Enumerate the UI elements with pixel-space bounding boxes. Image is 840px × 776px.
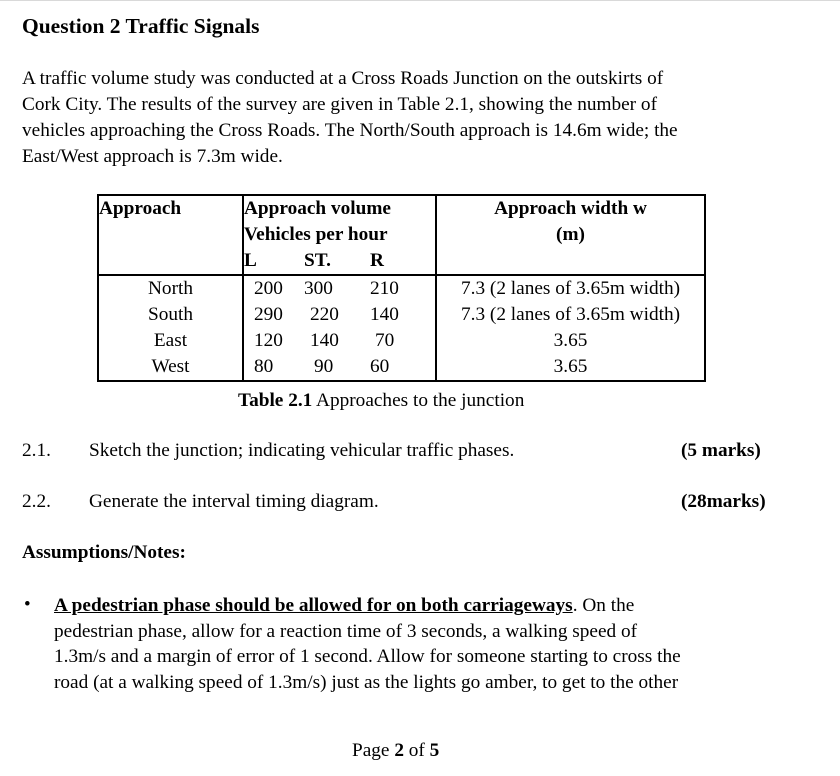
question-heading: Question 2 Traffic Signals bbox=[22, 14, 260, 38]
header-right: R bbox=[370, 250, 384, 271]
volume-row bbox=[244, 302, 435, 328]
current-page: 2 bbox=[394, 740, 404, 761]
note-line: pedestrian phase, allow for a reaction time of 3 seconds, a walking speed of bbox=[54, 620, 638, 642]
table-header-row bbox=[98, 195, 705, 275]
header-approach: Approach bbox=[98, 195, 243, 275]
intro-line: Cork City. The results of the survey are given in Table 2.1, showing the number of bbox=[22, 94, 657, 115]
note-line bbox=[54, 593, 681, 619]
question-text: Sketch the junction; indicating vehicular traffic phases. bbox=[89, 440, 515, 461]
page-footer: Page 2 of 5 bbox=[352, 740, 440, 761]
approach-width: 7.3 (2 lanes of 3.65m width) bbox=[460, 278, 681, 299]
question-marks: (5 marks) bbox=[681, 440, 761, 461]
question-number: 2.2. bbox=[22, 491, 51, 512]
intro-line: East/West approach is 7.3m wide. bbox=[22, 146, 283, 167]
approach-name: South bbox=[147, 304, 193, 325]
assumption-note bbox=[54, 593, 681, 695]
question-number: 2.1. bbox=[22, 440, 51, 461]
approach-name: West bbox=[151, 356, 190, 377]
note-underlined: A pedestrian phase should be allowed for on both carriageways bbox=[54, 595, 573, 616]
header-straight: ST. bbox=[304, 250, 331, 271]
volume-values-cell bbox=[243, 275, 436, 381]
caption-text: Approaches to the junction bbox=[312, 390, 525, 411]
header-width-line1: Approach width w bbox=[494, 198, 647, 219]
total-pages: 5 bbox=[429, 740, 440, 761]
header-volume bbox=[243, 195, 436, 275]
note-line1-rest: . On the bbox=[572, 595, 635, 616]
intro-line: vehicles approaching the Cross Roads. The North/South approach is 14.6m wide; the bbox=[22, 120, 678, 141]
caption-label: Table 2.1 bbox=[238, 390, 313, 411]
table-body-row bbox=[98, 275, 705, 381]
volume-left: 120 bbox=[254, 330, 283, 351]
volume-right: 210 bbox=[370, 278, 399, 299]
approach-name: North bbox=[148, 278, 193, 299]
question-marks: (28marks) bbox=[681, 491, 766, 512]
intro-line: A traffic volume study was conducted at a Cross Roads Junction on the outskirts of bbox=[22, 68, 664, 89]
approach-width: 3.65 bbox=[553, 330, 588, 351]
volume-row bbox=[244, 328, 435, 354]
approach-name: East bbox=[153, 330, 188, 351]
note-line: 1.3m/s and a margin of error of 1 second. Allow for someone starting to cross the bbox=[54, 646, 681, 667]
header-width bbox=[436, 195, 705, 275]
volume-right: 140 bbox=[370, 304, 399, 325]
volume-straight: 140 bbox=[310, 330, 339, 351]
note-line: road (at a walking speed of 1.3m/s) just as the lights go amber, to get to the other bbox=[54, 671, 679, 693]
volume-left: 290 bbox=[254, 304, 283, 325]
volume-row bbox=[244, 354, 435, 380]
question-text: Generate the interval timing diagram. bbox=[89, 491, 379, 512]
approach-width: 7.3 (2 lanes of 3.65m width) bbox=[460, 304, 681, 325]
approach-names-cell bbox=[98, 275, 243, 381]
approach-width: 3.65 bbox=[553, 356, 588, 377]
volume-straight: 300 bbox=[304, 278, 333, 299]
volume-right: 70 bbox=[375, 330, 395, 351]
approaches-table bbox=[97, 194, 706, 382]
volume-straight: 220 bbox=[310, 304, 339, 325]
table-caption bbox=[238, 390, 524, 412]
volume-row bbox=[244, 276, 435, 302]
intro-paragraph bbox=[22, 66, 678, 170]
header-volume-line1: Approach volume bbox=[244, 198, 391, 219]
volume-straight: 90 bbox=[314, 356, 334, 377]
header-volume-line2: Vehicles per hour bbox=[244, 224, 388, 245]
header-width-line2: (m) bbox=[556, 224, 585, 245]
volume-left: 200 bbox=[254, 278, 283, 299]
assumptions-title: Assumptions/Notes: bbox=[22, 542, 186, 563]
volume-left: 80 bbox=[254, 356, 274, 377]
volume-right: 60 bbox=[370, 356, 390, 377]
bullet-icon: • bbox=[24, 594, 31, 615]
width-values-cell bbox=[436, 275, 705, 381]
header-movements bbox=[244, 248, 435, 274]
header-left: L bbox=[244, 250, 257, 271]
page-top-border bbox=[0, 0, 840, 1]
